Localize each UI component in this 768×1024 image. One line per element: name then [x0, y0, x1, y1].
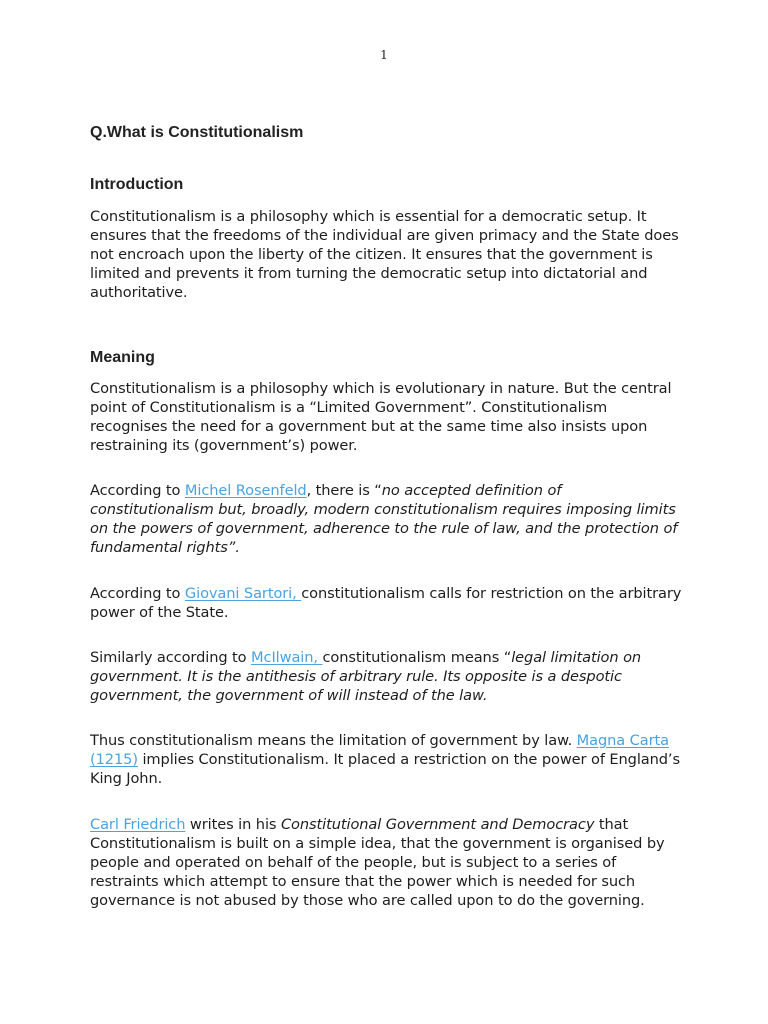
mcilwain-mid: constitutionalism means “ — [322, 649, 512, 666]
sartori-paragraph — [90, 584, 682, 622]
friedrich-mid: writes in his — [185, 816, 281, 833]
meaning-heading: Meaning — [90, 349, 155, 366]
page-number: 1 — [380, 48, 388, 62]
mcilwain-link[interactable]: McIlwain, — [251, 649, 323, 666]
mcilwain-quote: legal limitation on government. It is the antithesis of arbitrary rule. Its opposite is a despotic government, the government of will instead of the law. — [90, 649, 642, 704]
rosenfeld-lead: According to — [90, 482, 185, 499]
carl-friedrich-link[interactable]: Carl Friedrich — [90, 816, 186, 833]
friedrich-paragraph — [90, 815, 682, 910]
rosenfeld-mid: , there is “ — [306, 482, 382, 499]
friedrich-book-title: Constitutional Government and Democracy — [280, 816, 595, 833]
magna-carta-link[interactable]: Magna Carta (1215) — [90, 732, 669, 768]
meaning-paragraph-1: Constitutionalism is a philosophy which is evolutionary in nature. But the central point of Constitutionalism is a “Limited Government”. Constitutionalism recognises the need for a government but at the same time also insists upon restraining its (government’s) power. — [90, 380, 672, 454]
sartori-lead: According to — [90, 585, 185, 602]
friedrich-rest: that Constitutionalism is built on a simple idea, that the government is organised by people and operated on behalf of the people, but is subject to a series of restraints which attempt to ensure that the power which is needed for such governance is not abused by those who are called upon to do the governing. — [90, 816, 665, 909]
mcilwain-lead: Similarly according to — [90, 649, 252, 666]
magna-carta-lead: Thus constitutionalism means the limitation of government by law. — [90, 732, 577, 749]
rosenfeld-paragraph — [90, 481, 682, 557]
giovani-sartori-link[interactable]: Giovani Sartori, — [184, 585, 302, 602]
sartori-rest: constitutionalism calls for restriction on the arbitrary power of the State. — [90, 585, 682, 621]
rosenfeld-quote: no accepted definition of constitutionalism but, broadly, modern constitutionalism requires imposing limits on the powers of government, adherence to the rule of law, and the protection of fundamental rights”. — [90, 482, 678, 556]
mcilwain-paragraph — [90, 648, 682, 705]
magna-carta-paragraph — [90, 731, 682, 788]
magna-carta-rest: implies Constitutionalism. It placed a restriction on the power of England’s King John. — [90, 751, 680, 787]
page-title: Q.What is Constitutionalism — [90, 124, 304, 141]
michel-rosenfeld-link[interactable]: Michel Rosenfeld — [184, 482, 307, 499]
introduction-paragraph: Constitutionalism is a philosophy which is essential for a democratic setup. It ensures that the freedoms of the individual are given primacy and the State does not encroach upon the liberty of the citizen. It ensures that the government is limited and prevents it from turning the democratic setup into dictatorial and authoritative. — [90, 208, 679, 301]
introduction-heading: Introduction — [90, 176, 184, 193]
